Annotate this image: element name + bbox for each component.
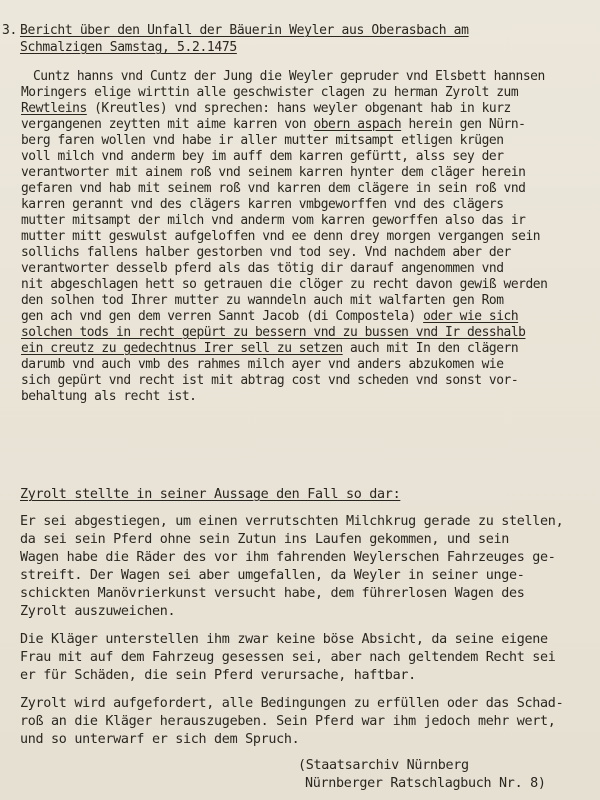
statement-line: schickten Manövrierkunst versucht habe, dem führerlosen Wagen des bbox=[20, 586, 525, 601]
record-line: voll milch vnd anderm bey im auff dem karren gefürtt, alss sey der bbox=[21, 149, 504, 164]
source-citation-line-1: (Staatsarchiv Nürnberg bbox=[298, 758, 469, 773]
record-line: Moringers elige wirttin alle geschwister clagen zu herman Zyrolt zum bbox=[21, 85, 519, 100]
record-line: sich gepürt vnd recht ist mit abtrag cost vnd scheden vnd sonst vor- bbox=[21, 373, 519, 388]
statement-line: Zyrolt wird aufgefordert, alle Bedingungen zu erfüllen oder das Schad- bbox=[20, 696, 564, 711]
record-line: mutter mitsampt der milch vnd anderm vom karren geworffen also das ir bbox=[21, 213, 526, 228]
record-line: berg faren wollen vnd habe ir aller mutter mitsampt etligen krügen bbox=[21, 133, 504, 148]
underlined-phrase: obern aspach bbox=[313, 117, 402, 132]
heading-line-1: Bericht über den Unfall der Bäuerin Weyler aus Oberasbach am bbox=[20, 23, 469, 38]
source-citation-line-2: Nürnberger Ratschlagbuch Nr. 8) bbox=[305, 776, 546, 791]
record-line: Rewtleins (Kreutles) vnd sprechen: hans weyler obgenant hab in kurz bbox=[21, 101, 511, 116]
statement-line: er für Schäden, die sein Pferd verursache, haftbar. bbox=[20, 668, 416, 683]
record-line: verantworter mit ainem roß vnd seinem karren hynter dem cläger herein bbox=[21, 165, 526, 180]
underlined-phrase: Rewtleins bbox=[21, 101, 87, 116]
record-line: darumb vnd auch vmb des rahmes milch ayer vnd anders abzukomen wie bbox=[21, 357, 504, 372]
statement-line: Die Kläger unterstellen ihm zwar keine böse Absicht, da seine eigene bbox=[20, 632, 548, 647]
record-line: gefaren vnd hab mit seinem roß vnd karren dem clägere in sein roß vnd bbox=[21, 181, 526, 196]
statement-line: und so unterwarf er sich dem Spruch. bbox=[20, 732, 300, 747]
statement-line: Zyrolt auszuweichen. bbox=[20, 604, 176, 619]
heading-line-2: Schmalzigen Samstag, 5.2.1475 bbox=[20, 40, 237, 55]
record-line: Cuntz hanns vnd Cuntz der Jung die Weyler gepruder vnd Elsbett hannsen bbox=[33, 69, 545, 84]
record-line: ein creutz zu gedechtnus Irer sell zu setzen auch mit In den clägern bbox=[21, 341, 519, 356]
record-line: vergangenen zeytten mit aime karren von obern aspach herein gen Nürn- bbox=[21, 117, 526, 132]
statement-line: streift. Der Wagen sei aber umgefallen, da Weyler in seiner unge- bbox=[20, 568, 525, 583]
statement-line: Wagen habe die Räder des vor ihm fahrenden Weylerschen Fahrzeuges ge- bbox=[20, 550, 556, 565]
record-line: solchen tods in recht gepürt zu bessern vnd zu bussen vnd Ir desshalb bbox=[21, 325, 526, 340]
statement-line: Er sei abgestiegen, um einen verrutschten Milchkrug gerade zu stellen, bbox=[20, 514, 564, 529]
section-number: 3. bbox=[2, 23, 17, 38]
record-line: karren gerannt vnd des clägers karren vmbgeworffen vnd des clägers bbox=[21, 197, 504, 212]
record-line: behaltung als recht ist. bbox=[21, 389, 197, 404]
underlined-phrase: oder wie sich bbox=[423, 309, 519, 324]
record-line: nit abgeschlagen hett so getrauen die clöger zu recht davon gewiß werden bbox=[21, 277, 548, 292]
record-line: gen ach vnd gen dem verren Sannt Jacob (di Compostela) oder wie sich bbox=[21, 309, 519, 324]
statement-line: roß an die Kläger herauszugeben. Sein Pferd war ihm jedoch mehr wert, bbox=[20, 714, 556, 729]
underlined-phrase: ein creutz zu gedechtnus Irer sell zu setzen bbox=[21, 341, 343, 356]
record-line: verantworter desselb pferd als das tötig dir darauf angenommen vnd bbox=[21, 261, 504, 276]
record-line: mutter mitt geswulst aufgeloffen vnd ee denn drey morgen vergangen sein bbox=[21, 229, 541, 244]
record-line: den solhen tod Ihrer mutter zu wanndeln auch mit walfarten gen Rom bbox=[21, 293, 504, 308]
record-line: sollichs fallens halber gestorben vnd tod sey. Vnd nachdem aber der bbox=[21, 245, 511, 260]
statement-line: da sei sein Pferd ohne sein Zutun ins Laufen gekommen, und sein bbox=[20, 532, 509, 547]
statement-heading: Zyrolt stellte in seiner Aussage den Fall so dar: bbox=[20, 487, 401, 502]
statement-line: Frau mit auf dem Fahrzeug gesessen sei, aber nach geltendem Recht sei bbox=[20, 650, 556, 665]
